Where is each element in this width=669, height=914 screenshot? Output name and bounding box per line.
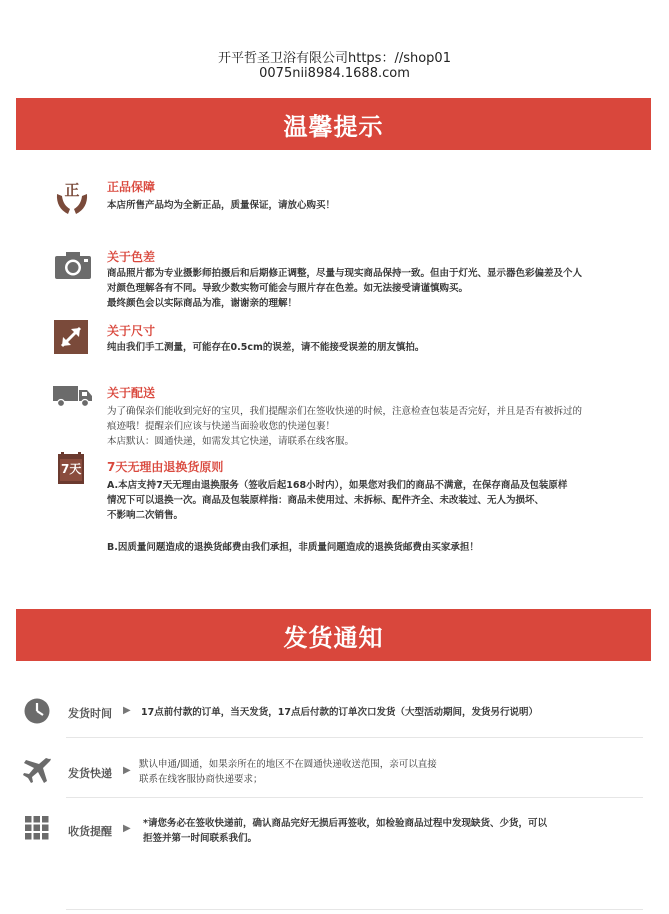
svg-text:正: 正 (64, 181, 80, 199)
shipping-label-receipt: 收货提醒 (68, 825, 112, 838)
section-title-delivery: 关于配送 (107, 386, 156, 400)
section-text-return: A.本店支持7天无理由退换服务（签收后起168小时内），如果您对我们的商品不满意，在保存商品及包装原样 情况下可以退换一次。商品及包装原样指：商品未使用过、未拆标、配件齐全、未改装过、无人为损坏、 不影响二次销售。 (107, 480, 568, 521)
airplane-icon (22, 757, 52, 785)
section-title-return: 7天无理由退换货原则 (107, 460, 224, 474)
shop-url-line[interactable]: 0075nii8984.1688.com (259, 66, 410, 81)
calendar-7-icon (58, 452, 84, 484)
row-divider (66, 797, 643, 798)
row-arrow-icon: ▶ (123, 705, 131, 716)
section-text-size: 纯由我们手工测量，可能存在0.5cm的误差，请不能接受误差的朋友慎拍。 (107, 342, 425, 353)
section-title-size: 关于尺寸 (107, 324, 156, 338)
row-arrow-icon: ▶ (123, 823, 131, 834)
shipping-text-time: 17点前付款的订单，当天发货，17点后付款的订单次口发货（大型活动期间，发货另行说明） (141, 707, 538, 718)
section-text-genuine: 本店所售产品均为全新正品，质量保证，请放心购买！ (107, 200, 336, 211)
shipping-text-courier: 默认申通/圆通，如果亲所在的地区不在圆通快递收送范围，亲可以直接 联系在线客服协商快递要求； (139, 759, 437, 785)
row-arrow-icon: ▶ (123, 765, 131, 776)
section-text-color: 商品照片都为专业摄影师拍摄后和后期修正调整，尽量与现实商品保持一致。但由于灯光、显示器色彩偏差及个人 对颜色理解各有不同。导致少数实物可能会与照片存在色差。如无法接受请谨慎购买。 最终颜色会以实际商品为准，谢谢亲的理解！ (107, 268, 583, 309)
shipping-text-receipt: *请您务必在签收快递前，确认商品完好无损后再签收，如检验商品过程中发现缺货、少货，可以 拒签并第一时间联系我们。 (143, 818, 547, 844)
resize-arrow-icon (54, 320, 88, 354)
section-text-delivery: 为了确保亲们能收到完好的宝贝，我们提醒亲们在签收快递的时候，注意检查包装是否完好，并且是否有被拆过的 痕迹哦！提醒亲们应该与快递当面验收您的快递包裹！ 本店默认：圆通快递，如需发其它快递，请联系在线客服。 (107, 406, 583, 447)
shop-name-line: 开平哲圣卫浴有限公司https：//shop01 (218, 51, 451, 66)
calendar-label: 7天 (61, 462, 82, 476)
grid-icon (25, 816, 49, 840)
shipping-label-time: 发货时间 (68, 707, 112, 720)
section-title-genuine: 正品保障 (107, 180, 156, 194)
shipping-label-courier: 发货快递 (68, 767, 112, 780)
section-note-return: B.因质量问题造成的退换货邮费由我们承担，非质量问题造成的退换货邮费由买家承担！ (107, 542, 479, 553)
zheng-badge-icon (54, 178, 90, 218)
truck-icon (53, 384, 93, 408)
clock-icon (24, 698, 50, 724)
row-divider (66, 737, 643, 738)
section-title-color: 关于色差 (107, 250, 156, 264)
bottom-divider (66, 909, 643, 910)
shipping-banner: 发货通知 (16, 609, 651, 661)
notice-banner: 温馨提示 (16, 98, 651, 150)
camera-icon (54, 250, 92, 280)
